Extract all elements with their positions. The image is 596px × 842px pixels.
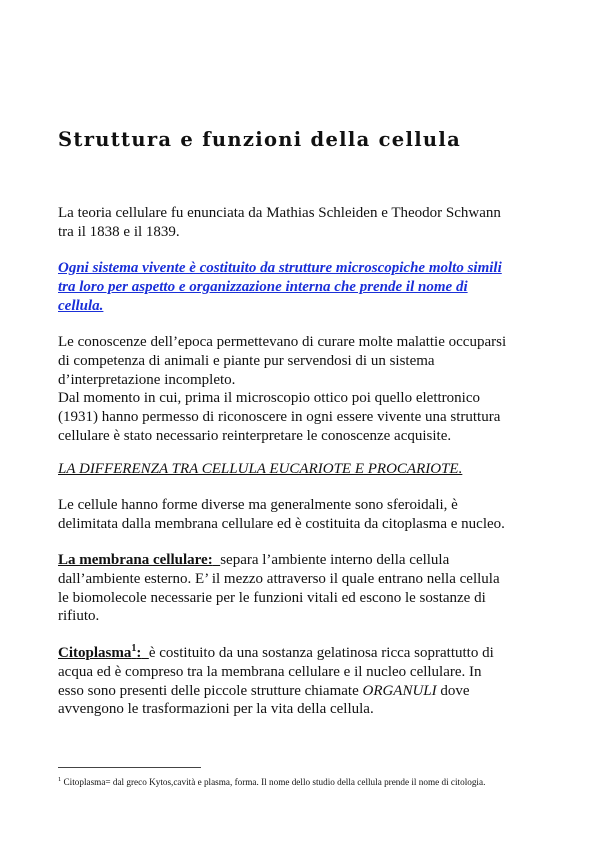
- text-line: Le conoscenze dell’epoca permettevano di curare molte malattie occuparsi: [58, 334, 507, 350]
- cytoplasm-line3-post: dove: [436, 682, 470, 699]
- text-line: Le cellule hanno forme diverse ma generalmente sono sferoidali, è: [58, 497, 458, 513]
- membrane-label: La membrana cellulare:: [58, 552, 213, 568]
- text-line: tra loro per aspetto e organizzazione interna che prende il nome di: [58, 278, 468, 295]
- text-line: avvengono le trasformazioni per la vita della cellula.: [58, 701, 374, 718]
- label-gap: [141, 645, 149, 661]
- footnote-separator: [58, 767, 201, 768]
- cytoplasm-paragraph: [58, 644, 548, 719]
- text-line: Ogni sistema vivente è costituito da strutture microscopiche molto simili: [58, 260, 502, 276]
- cytoplasm-first-line: è costituito da una sostanza gelatinosa ricca soprattutto di: [148, 645, 494, 661]
- text-line: d’interpretazione incompleto.: [58, 371, 236, 388]
- text-line: di competenza di animali e piante pur servendosi di un sistema: [58, 352, 435, 369]
- shape-paragraph: [58, 496, 548, 534]
- page-title: Struttura e funzioni della cellula: [58, 128, 462, 151]
- highlight-paragraph: [58, 259, 548, 315]
- footnote: [58, 776, 485, 787]
- cytoplasm-label-colon: :: [136, 645, 142, 661]
- text-line: cellulare è stato necessario reinterpretare le conoscenze acquisite.: [58, 427, 452, 444]
- text-line: tra il 1838 e il 1839.: [58, 223, 180, 240]
- cytoplasm-label: [58, 645, 141, 661]
- footnote-text: Citoplasma= dal greco Kytos,cavità e plasma, forma. Il nome dello studio della cellula prende il nome di citologia.: [61, 777, 486, 788]
- text-line: (1931) hanno permesso di riconoscere in ogni essere vivente una struttura: [58, 409, 501, 426]
- text-line: delimitata dalla membrana cellulare ed è costituita da citoplasma e nucleo.: [58, 515, 505, 532]
- intro-paragraph: [58, 204, 548, 242]
- cytoplasm-label-text: Citoplasma: [58, 645, 132, 661]
- text-line: cellula.: [58, 297, 104, 314]
- footnote-ref: 1: [131, 643, 137, 654]
- text-line: le biomolecole necessarie per le funzioni vitali ed escono le sostanze di: [58, 589, 486, 606]
- section-subheading: [58, 460, 548, 479]
- text-line: [58, 644, 548, 663]
- membrane-first-line: separa l’ambiente interno della cellula: [220, 552, 450, 568]
- organuli-term: ORGANULI: [362, 682, 437, 699]
- text-line: dall’ambiente esterno. E’ il mezzo attraverso il quale entrano nella cellula: [58, 570, 500, 587]
- text-line: [58, 551, 548, 570]
- text-line: Dal momento in cui, prima il microscopio ottico poi quello elettronico: [58, 390, 480, 407]
- knowledge-paragraph: [58, 333, 548, 446]
- text-line: acqua ed è compreso tra la membrana cellulare e il nucleo cellulare. In: [58, 663, 482, 680]
- text-line: [58, 682, 548, 701]
- cytoplasm-line3-pre: esso sono presenti delle piccole strutture chiamate: [58, 682, 363, 699]
- footnote-number: 1: [58, 776, 62, 783]
- membrane-paragraph: [58, 551, 548, 626]
- text-line: La teoria cellulare fu enunciata da Mathias Schleiden e Theodor Schwann: [58, 205, 501, 221]
- subheading-text: LA DIFFERENZA TRA CELLULA EUCARIOTE E PROCARIOTE.: [58, 461, 463, 477]
- text-line: rifiuto.: [58, 608, 100, 625]
